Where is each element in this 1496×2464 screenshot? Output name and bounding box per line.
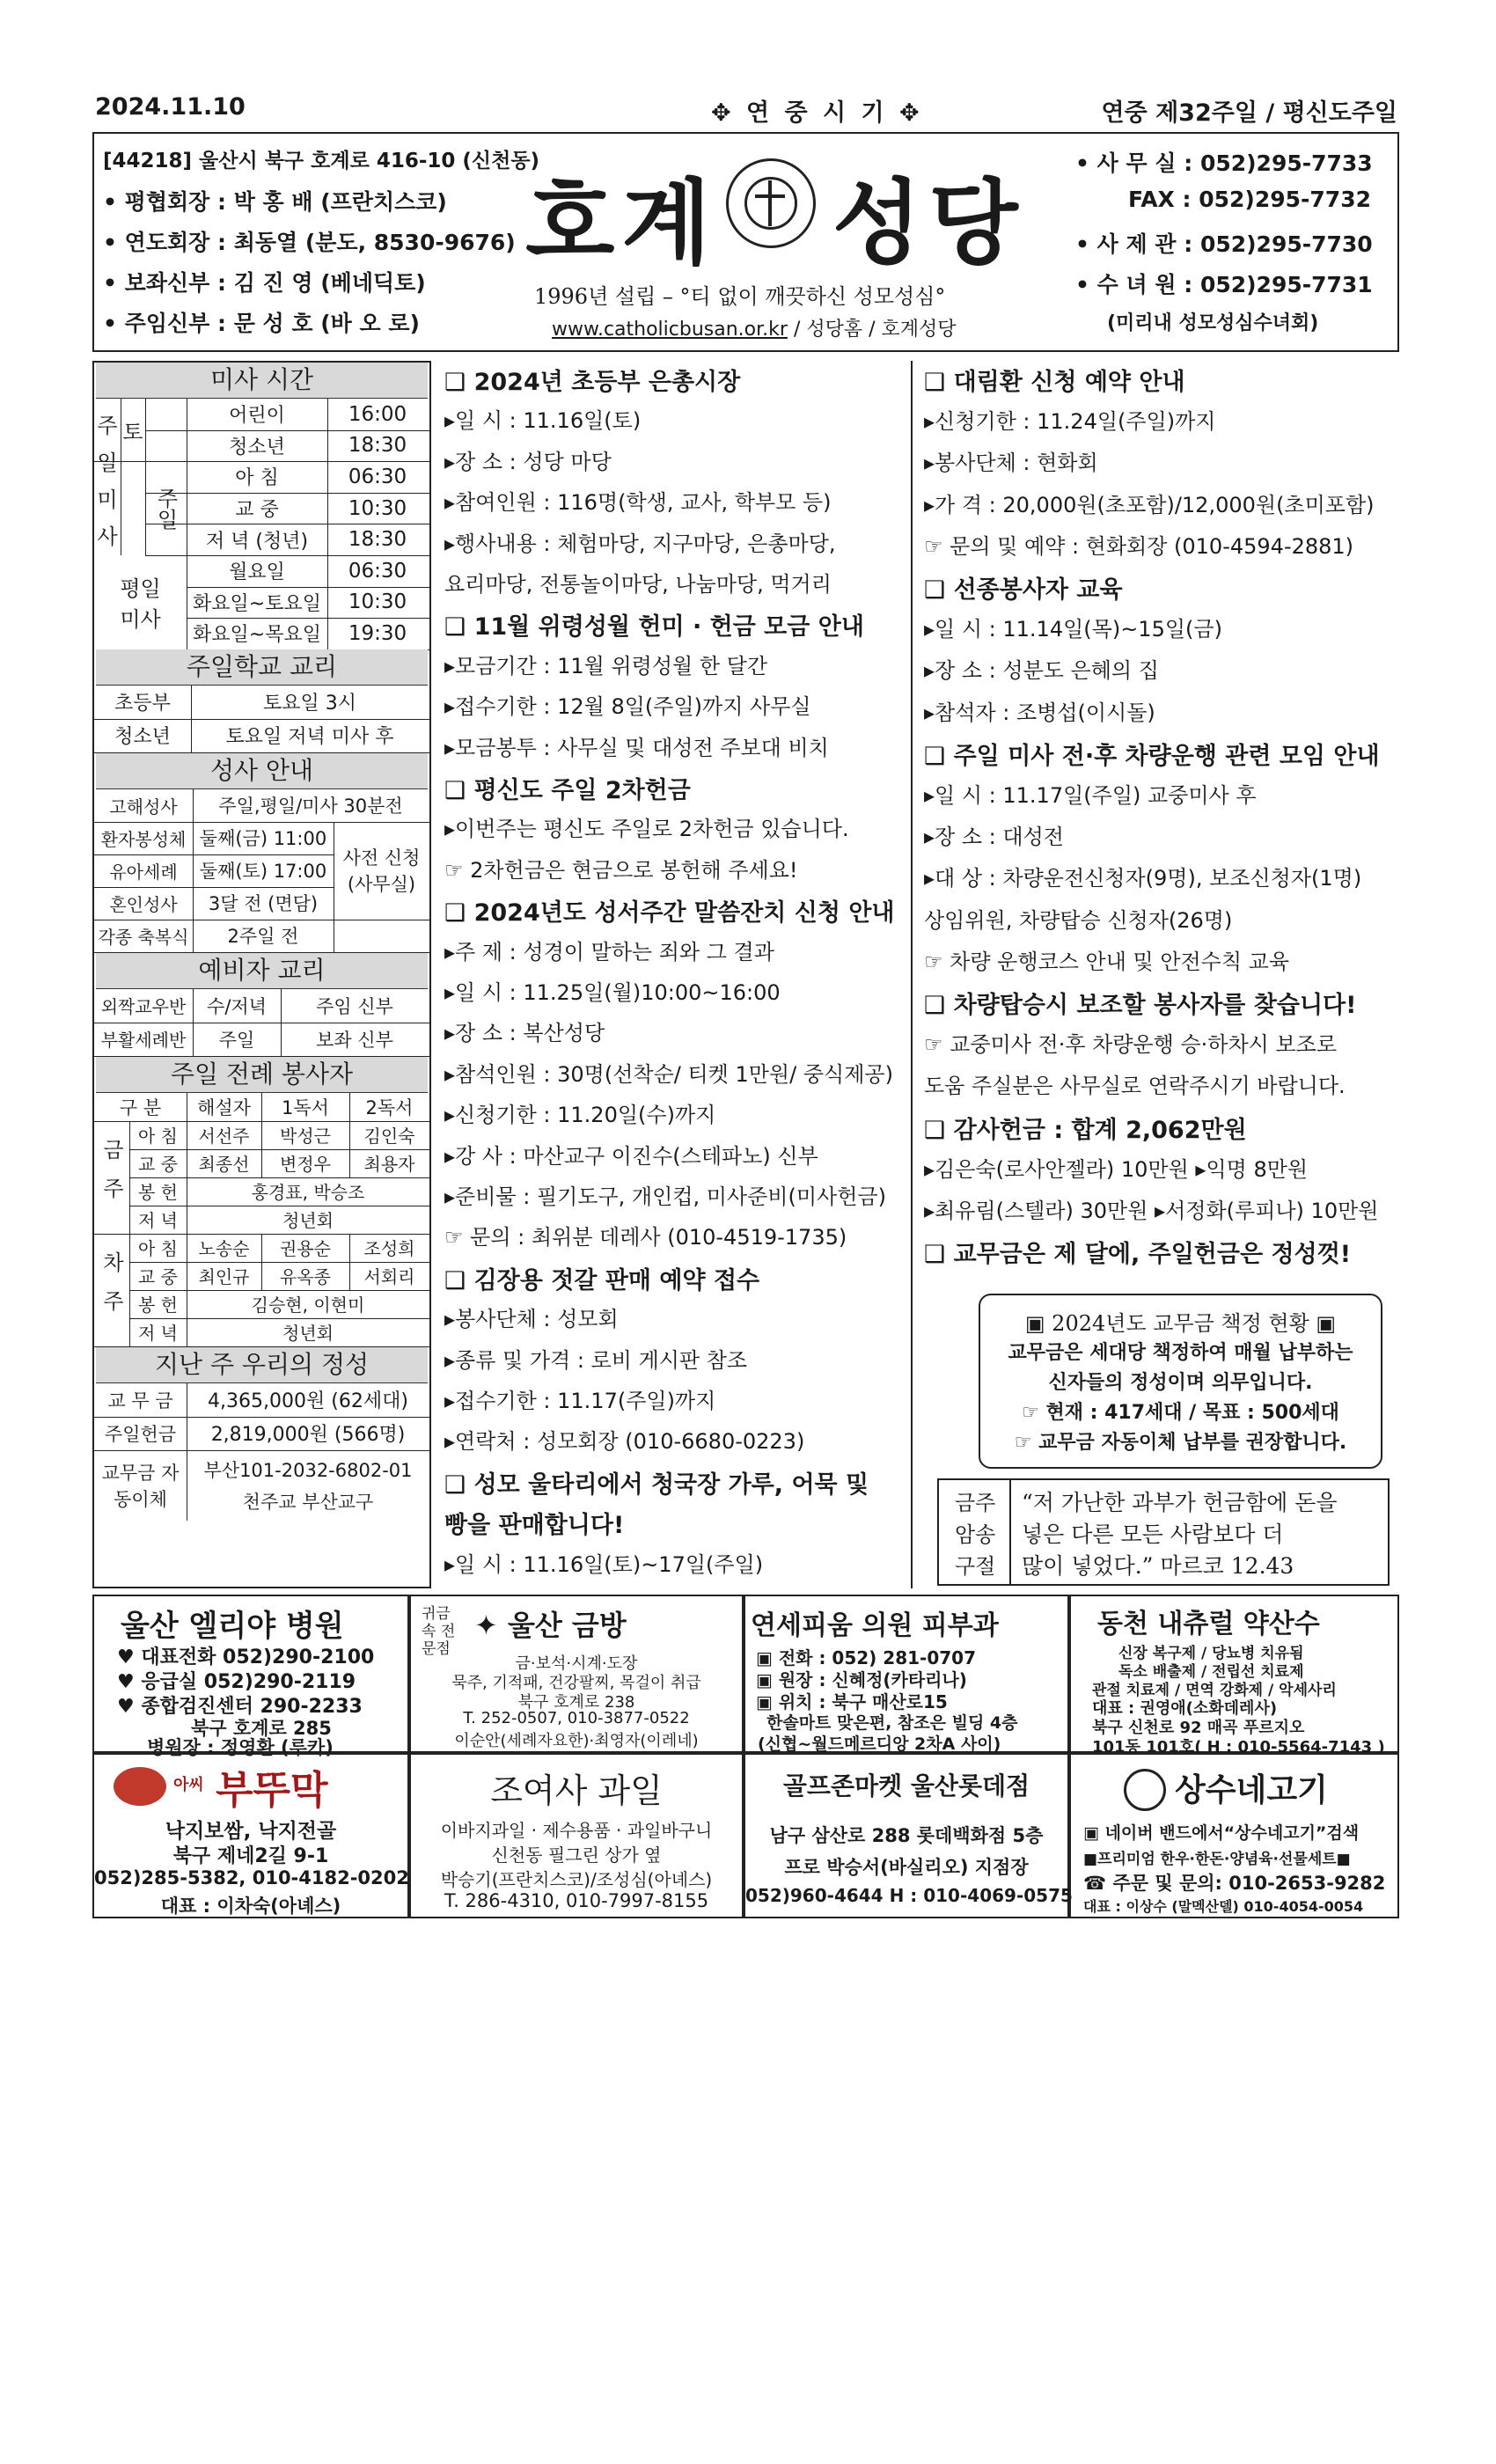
ad-water-line-1: 신장 복구제 / 당뇨병 치유됨 [1118,1645,1304,1662]
offering-value: 2,819,000원 (566명) [210,1424,406,1447]
liturgy-commentator: 최인규 [198,1266,250,1288]
liturgy-slot: 아 침 [138,1238,178,1260]
liturgy-reader-2: 서회리 [363,1266,415,1288]
grid-line [349,1262,350,1290]
mass-time: 18:30 [348,528,407,552]
mass-name: 아 침 [235,467,279,490]
ad-ulsan-gold [409,1595,744,1753]
pre-time: 수/저녁 [207,995,267,1017]
mid-notice-heading: ❑ 11월 위령성월 헌미 · 헌금 모금 안내 [444,613,864,642]
school-grade: 초등부 [114,693,171,715]
right-notice-line: ☞ 교중미사 전·후 차량운행 승·하차시 보조로 [924,1032,1338,1058]
band-icon: ▣ [1083,1823,1105,1843]
ad-water-line-6: 101동 101호( H : 010-5564-7143 ) [1092,1738,1385,1756]
liturgy-slot: 아 침 [138,1126,178,1148]
mass-time: 19:30 [348,621,407,645]
liturgy-commentator: 노송순 [198,1238,250,1260]
mass-name: 어린이 [229,405,285,428]
liturgy-slot: 저 녁 [138,1323,178,1345]
grid-line [349,1234,350,1262]
right-notice-line: ▸장 소 : 대성전 [924,825,1064,850]
ad-elijah-line-4: 북구 호계로 285 [191,1718,332,1739]
liturgy-reader-2: 김인숙 [363,1126,415,1148]
schedule-panel [92,361,431,1588]
mid-notice-line: ▸이번주는 평신도 주일로 2차헌금 있습니다. [444,817,849,842]
pre-teacher: 보좌 신부 [316,1029,393,1051]
lit1-week-label: 금주 [99,1138,124,1216]
sacrament-name: 혼인성사 [109,893,178,915]
grid-line [193,989,194,1056]
ad-budduk-line-3: 052)285-5382, 010-4182-0202 [94,1867,409,1888]
offering-title: 지난 주 우리의 정성 [96,1347,428,1383]
ad-budduk-line-1: 낙지보쌈, 낙지전골 [165,1820,337,1843]
liturgical-season: ✥ 연 중 시 기 ✥ [711,99,923,127]
liturgy-group: 김승현, 이현미 [251,1294,365,1316]
mid-notice-line: ▸장 소 : 복산성당 [444,1021,605,1046]
sacrament-name: 환자봉성체 [100,828,187,850]
right-notice-line: ▸최유림(스텔라) 30만원 ▸서정화(루피나) 10만원 [924,1199,1379,1223]
right-notice-line: 도움 주실분은 사무실로 연락주시기 바랍니다. [924,1074,1346,1099]
verse-line-3: 많이 넣었다.” 마르코 12.43 [1022,1553,1294,1579]
sacrament-name: 유아세례 [109,861,178,883]
ad-meat-line-2: ■프리미엄 한우·한돈·양념육·선물세트■ [1083,1851,1351,1868]
auto-transfer-name: 천주교 부산교구 [242,1491,374,1513]
staff-1: • 평협회장 : 박 홍 배 (프란치스코) [103,189,447,215]
sacrament-name: 고해성사 [109,796,178,818]
sacrament-time: 주일,평일/미사 30분전 [218,796,403,818]
mass-time: 10:30 [348,590,407,614]
school-grade: 청소년 [114,726,171,749]
mass-time-title: 미사 시간 [96,363,428,399]
grid-line [261,1121,262,1149]
address: [44218] 울산시 북구 호계로 416-10 (신천동) [103,150,540,172]
ad-derm-line-4: 한솔마트 맞은편, 참조은 빌딩 4층 [766,1713,1018,1733]
website-line: www.catholicbusan.or.kr / 성당홈 / 호계성당 [552,319,957,341]
right-notice-line: ▸일 시 : 11.14일(목)~15일(금) [924,617,1222,642]
ad-gold-name: ✦ 울산 금방 [474,1609,627,1642]
mass-name: 교 중 [235,499,279,522]
kyomu-recommend: ☞ 교무금 자동이체 납부를 권장합니다. [1014,1432,1347,1454]
mid-notice-line: ☞ 문의 : 최위분 데레사 (010-4519-1735) [444,1225,847,1250]
ad-derm-name: 연세피움 의원 피부과 [751,1610,999,1641]
mid-notice-heading: ❑ 성모 울타리에서 청국장 가루, 어묵 및 [444,1470,869,1499]
contact-fax: FAX : 052)295-7732 [1128,187,1371,212]
mid-notice-line: ▸모금기간 : 11월 위령성월 한 달간 [444,653,768,678]
verse-line-1: “저 가난한 과부가 헌금함에 돈을 [1022,1490,1338,1515]
liturgy-slot: 교 중 [138,1266,178,1288]
ad-gold-tag: 귀금속 전문점 [422,1605,456,1658]
mid-notice-line: ▸장 소 : 성당 마당 [444,449,612,474]
pre-class: 부활세례반 [100,1030,187,1052]
liturgy-title: 주일 전례 봉사자 [96,1057,428,1093]
staff-4: • 주임신부 : 문 성 호 (바 오 로) [103,311,420,336]
auto-transfer-label: 교무금 자동이체 [101,1462,180,1510]
mass-time: 06:30 [348,465,407,488]
liturgy-commentator: 서선주 [198,1126,250,1148]
sunday-mass-label: 사 [97,524,118,549]
ad-water-line-4: 대표 : 권영애(소화데레사) [1092,1699,1278,1718]
pre-title: 예비자 교리 [96,953,428,989]
ad-sangsu-meat [1069,1753,1399,1918]
grid-line [349,1093,350,1121]
ad-budduk-brand: 아씨 [173,1776,204,1794]
mid-notice-line: ▸일 시 : 11.16일(토)~17일(주일) [444,1551,764,1577]
weekday-mass-label: 평일 미사 [120,576,161,633]
ad-gold-line-1: 금·보석·시계·도장 [515,1654,638,1673]
kyomu-current: ☞ 현재 : 417세대 / 목표 : 500세대 [1022,1402,1339,1424]
ad-golf-line-2: 프로 박승서(바실리오) 지점장 [784,1857,1029,1878]
grid-line [281,989,282,1056]
liturgy-reader-1: 박성근 [280,1126,331,1148]
right-notice-line: ▸봉사단체 : 현화회 [924,451,1098,476]
mass-time: 06:30 [348,559,407,583]
liturgy-head: 구 분 [119,1096,162,1118]
mid-notice-line: ▸봉사단체 : 성모회 [444,1307,619,1332]
ad-golf-name: 골프존마켓 울산롯데점 [782,1771,1030,1800]
ad-golfzon [744,1753,1073,1918]
liturgy-slot: 봉 헌 [138,1182,178,1204]
grid-line [349,1149,350,1177]
liturgy-reader-2: 최용자 [363,1154,415,1176]
sunday-mass-label: 주 [97,413,118,438]
right-notice-heading: ❑ 주일 미사 전·후 차량운행 관련 모임 안내 [924,742,1380,770]
verse-label-2: 암송 [955,1522,996,1547]
mid-notice-line: ▸강 사 : 마산교구 이진수(스테파노) 신부 [444,1143,818,1169]
liturgy-head: 1독서 [282,1096,329,1118]
right-notice-heading: ❑ 감사헌금 : 합계 2,062만원 [924,1116,1247,1144]
right-notice-line: ▸김은숙(로사안젤라) 10만원 ▸익명 8만원 [924,1156,1309,1182]
ad-fruit-line-3: 박승기(프란치스코)/조성심(아녜스) [440,1869,713,1890]
liturgy-reader-1: 유옥종 [280,1266,331,1288]
mid-notice-line: ▸접수기한 : 12월 8일(주일)까지 사무실 [444,694,811,720]
sunday-mass-label: 일 [97,450,118,475]
issue-date: 2024.11.10 [95,93,246,121]
ad-derm-line-5: (신협~월드메르디앙 2차A 사이) [758,1734,1001,1754]
ad-meat-name: 상수네고기 [1175,1772,1328,1808]
kyomu-line-2: 신자들의 정성이며 의무입니다. [1048,1372,1313,1394]
column-divider [911,361,913,1588]
offering-name: 교 무 금 [107,1390,173,1412]
liturgy-slot: 봉 헌 [138,1294,178,1316]
ad-meat-line-4: 대표 : 이상수 (말멕산델) 010-4054-0054 [1083,1898,1364,1915]
ad-elijah-line-1: ♥ 대표전화 052)290-2100 [117,1646,375,1668]
cow-logo-icon [1124,1769,1166,1811]
liturgical-week: 연중 제32주일 / 평신도주일 [1101,99,1397,127]
liturgy-slot: 저 녁 [138,1210,178,1232]
convent-name: (미리내 성모성심수녀회) [1107,312,1319,334]
sacrament-time: 2주일 전 [227,926,299,948]
ad-elijah-line-5: 병원장 : 정영환 (루카) [147,1737,334,1758]
sacrament-note: 사전 신청 (사무실) [342,847,421,896]
mid-notice-heading: ❑ 김장용 젓갈 판매 예약 접수 [444,1266,760,1294]
mass-name: 월요일 [229,561,285,584]
right-notice-line: ☞ 문의 및 예약 : 현화회장 (010-4594-2881) [924,533,1354,559]
grid-line [327,399,328,649]
verse-line-2: 넣은 다른 모든 사람보다 더 [1022,1522,1284,1547]
ad-derm-line-2: ▣ 원장 : 신혜정(카타리나) [756,1669,967,1690]
pot-icon [114,1767,166,1806]
pre-teacher: 주임 신부 [316,995,393,1017]
right-notice-line: ▸일 시 : 11.17일(주일) 교중미사 후 [924,783,1257,808]
ad-derm-line-3: ▣ 위치 : 북구 매산로15 [756,1691,948,1712]
mass-time: 10:30 [348,496,407,520]
ad-fruit-name: 조여사 과일 [490,1771,663,1810]
ad-water-line-3: 관절 치료제 / 면역 강화제 / 악세사리 [1092,1682,1337,1699]
staff-3: • 보좌신부 : 김 진 영 (베네딕토) [103,270,426,296]
ad-derm-line-1: ▣ 전화 : 052) 281-0707 [756,1647,976,1668]
sacrament-time: 둘째(토) 17:00 [199,861,327,883]
mass-time: 18:30 [348,434,407,458]
grid-line [261,1093,262,1121]
top-bar [95,88,1397,127]
ad-elijah-hospital [92,1595,409,1758]
ad-fruit-line-2: 신천동 필그린 상가 옆 [491,1844,662,1866]
verse-label-1: 금주 [955,1491,996,1515]
grid-line [261,1149,262,1177]
ad-elijah-line-3: ♥ 종합검진센터 290-2233 [117,1696,363,1718]
sacrament-title: 성사 안내 [96,753,428,789]
contact-rectory: • 사 제 관 : 052)295-7730 [1075,231,1373,257]
grid-line [193,789,194,952]
liturgy-reader-1: 권용순 [280,1238,331,1260]
mid-notice-line: ▸주 제 : 성경이 말하는 죄와 그 결과 [444,939,774,964]
right-notice-heading: ❑ 선종봉사자 교육 [924,576,1123,604]
ad-golf-line-3: 052)960-4644 H : 010-4069-0575 [745,1885,1073,1906]
ad-meat-line-3: ☎ 주문 및 문의: 010-2653-9282 [1083,1873,1386,1894]
liturgy-slot: 교 중 [138,1154,178,1176]
sunday-label: 주일 [153,487,178,530]
ad-budduk [92,1753,409,1918]
kyomu-status-box [979,1294,1382,1469]
school-title: 주일학교 교리 [96,649,428,686]
ad-elijah-name: 울산 엘리야 병원 [121,1609,344,1644]
parish-title: 호계 성당 [525,168,1025,277]
right-notice-heading: ❑ 대림환 신청 예약 안내 [924,369,1185,396]
website-link[interactable]: www.catholicbusan.or.kr [552,319,788,341]
right-notice-heading: ❑ 교무금은 제 달에, 주일헌금은 정성껏! [924,1241,1352,1269]
ad-gold-line-5: 이순안(세례자요한)·최영자(이레네) [454,1732,699,1750]
sunday-mass-label: 미 [97,487,118,512]
mid-notice-line: ▸연락처 : 성모회장 (010-6680-0223) [444,1429,805,1455]
ad-water-name: 동천 내츄럴 약산수 [1097,1609,1320,1639]
right-notice-line: ▸참석자 : 조병섭(이시돌) [924,700,1155,725]
mid-notice-line: ▸신청기한 : 11.20일(수)까지 [444,1103,716,1128]
mid-notice-heading: ❑ 2024년 초등부 은총시장 [444,369,741,396]
established-line: 1996년 설립 – °티 없이 깨끗하신 성모성심° [534,284,946,309]
right-notice-line: ▸장 소 : 성분도 은혜의 집 [924,658,1159,684]
ad-gold-line-3: 북구 호계로 238 [517,1693,635,1712]
school-time: 토요일 3시 [263,693,356,715]
contact-convent: • 수 녀 원 : 052)295-7731 [1075,272,1373,297]
staff-2: • 연도회장 : 최동열 (분도, 8530-9676) [103,230,516,255]
ad-water-line-5: 북구 신천로 92 매곡 푸르지오 [1092,1719,1305,1737]
sacrament-name: 각종 축복식 [98,926,189,948]
ad-budduk-name: 부뚜막 [216,1768,328,1813]
mid-notice-line: ▸참여인원 : 116명(학생, 교사, 학부모 등) [444,490,832,516]
grid-line [261,1262,262,1290]
ad-fruit-line-1: 이바지과일 · 제수용품 · 과일바구니 [440,1820,713,1841]
ad-golf-line-1: 남구 삼산로 288 롯데백화점 5층 [769,1825,1044,1846]
liturgy-head: 2독서 [365,1096,414,1118]
liturgy-group: 청년회 [282,1210,334,1232]
mid-notice-line: ▸준비물 : 필기도구, 개인컵, 미사준비(미사헌금) [444,1184,886,1209]
right-notice-line: ▸신청기한 : 11.24일(주일)까지 [924,409,1216,435]
ad-fruit-line-4: T. 286-4310, 010-7997-8155 [444,1890,709,1911]
right-notice-line: 상임위원, 차량탑승 신청자(26명) [924,907,1233,933]
ad-elijah-line-2: ♥ 응급실 052)290-2119 [117,1671,356,1693]
parish-seal-icon [726,158,816,248]
pre-class: 외짝교우반 [100,996,187,1018]
sacrament-time: 3달 전 (면담) [208,893,319,915]
offering-name: 주일헌금 [104,1423,177,1445]
right-notice-line: ▸대 상 : 차량운전신청자(9명), 보조신청자(1명) [924,866,1362,891]
right-notice-heading: ❑ 차량탑승시 보조할 봉사자를 찾습니다! [924,992,1357,1019]
ad-cho-fruit [409,1753,744,1918]
mass-name: 청소년 [229,436,285,458]
mid-notice-line: ▸접수기한 : 11.17(주일)까지 [444,1389,716,1413]
school-time: 토요일 저녁 미사 후 [225,726,394,749]
right-notice-line: ☞ 차량 운행코스 안내 및 안전수칙 교육 [924,949,1290,974]
ad-budduk-line-2: 북구 제네2길 9-1 [172,1845,329,1867]
mid-notice-heading: ❑ 2024년도 성서주간 말씀잔치 신청 안내 [444,899,895,928]
mass-name: 저 녁 (청년) [205,530,309,553]
right-notice-line: ▸가 격 : 20,000원(초포함)/12,000원(초미포함) [924,492,1375,517]
grid-line [191,686,192,752]
ad-dongcheon-water [1069,1595,1399,1756]
lit2-week-label: 차주 [99,1250,124,1329]
ad-meat-line-1: ▣ 네이버 밴드에서“상수네고기”검색 [1083,1823,1360,1843]
grid-line [349,1121,350,1149]
verse-label-3: 구절 [955,1554,996,1579]
sparkle-icon: ✦ [474,1609,508,1642]
mid-notice-line: ▸모금봉투 : 사무실 및 대성전 주보대 비치 [444,735,829,760]
kyomu-line-1: 교무금은 세대당 책정하여 매월 납부하는 [1008,1342,1353,1364]
ad-gold-line-2: 묵주, 기적패, 건강팔찌, 목걸이 취급 [451,1674,701,1692]
mid-notice-line: ▸행사내용 : 체험마당, 지구마당, 은총마당, [444,531,836,556]
liturgy-reader-2: 조성희 [363,1238,415,1260]
pre-time: 주일 [218,1029,255,1051]
auto-transfer-account: 부산101-2032-6802-01 [203,1459,413,1481]
liturgy-group: 청년회 [282,1323,334,1345]
liturgy-group: 홍경표, 박승조 [251,1182,365,1204]
mid-notice-heading: 빵을 판매합니다! [444,1512,625,1540]
liturgy-head: 해설자 [197,1096,251,1118]
ad-yonsei-derm [744,1595,1069,1753]
mid-notice-line: 요리마당, 전통놀이마당, 나눔마당, 먹거리 [444,572,832,597]
mid-notice-line: ▸일 시 : 11.25일(월)10:00~16:00 [444,980,781,1005]
sacrament-time: 둘째(금) 11:00 [199,828,327,850]
mass-name: 화요일~토요일 [193,592,321,615]
mid-notice-line: ▸일 시 : 11.16일(토) [444,408,642,434]
mid-notice-line: ▸참석인원 : 30명(선착순/ 티켓 1만원/ 중식제공) [444,1061,893,1087]
mid-notice-line: ☞ 2차헌금은 현금으로 봉헌해 주세요! [444,857,798,883]
liturgy-reader-1: 변정우 [280,1154,331,1176]
offering-value: 4,365,000원 (62세대) [208,1390,408,1413]
verse-box [937,1478,1390,1586]
ad-water-line-2: 독소 배출제 / 전립선 치료제 [1118,1663,1304,1681]
ad-gold-line-4: T. 252-0507, 010-3877-0522 [463,1709,690,1727]
liturgy-commentator: 최종선 [198,1154,250,1176]
saturday-label: 토 [122,420,143,445]
grid-line [261,1234,262,1262]
contact-office: • 사 무 실 : 052)295-7733 [1075,150,1373,176]
kyomu-title: ▣ 2024년도 교무금 책정 현황 ▣ [1024,1311,1337,1336]
mass-name: 화요일~목요일 [193,624,321,647]
header-box [92,132,1399,352]
mid-notice-heading: ❑ 평신도 주일 2차헌금 [444,777,691,804]
ad-budduk-line-4: 대표 : 이차숙(아녜스) [160,1896,341,1917]
mass-time: 16:00 [348,402,407,426]
mid-notice-line: ▸종류 및 가격 : 로비 게시판 참조 [444,1347,748,1373]
